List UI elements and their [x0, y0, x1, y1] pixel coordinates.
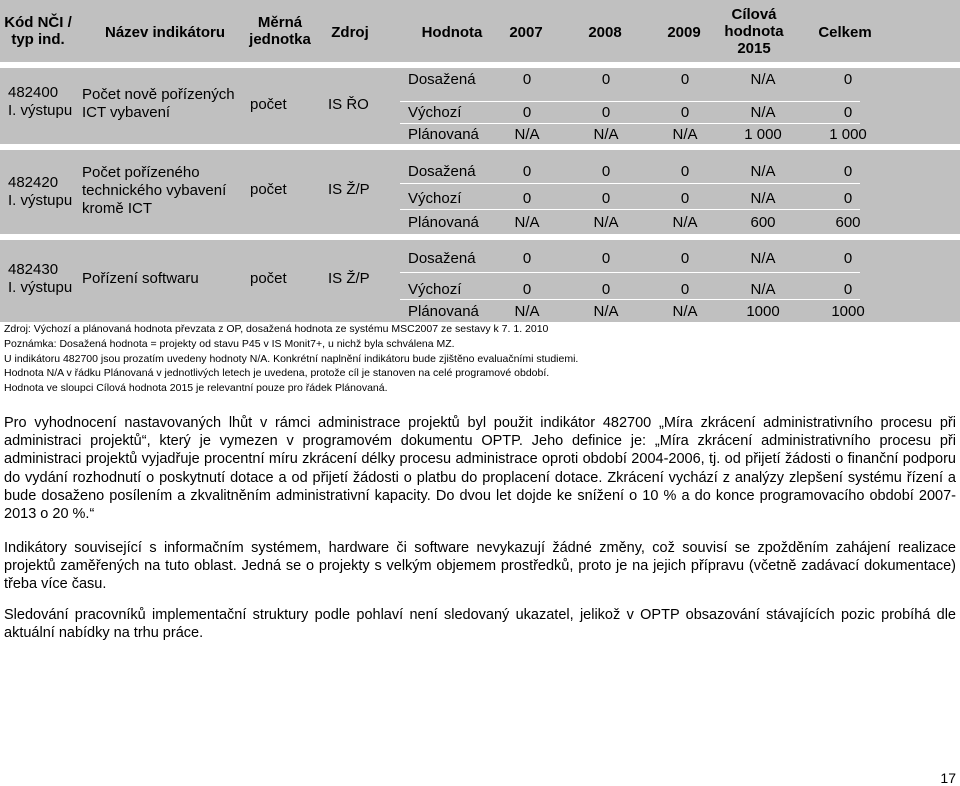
cell-2008: 0 [601, 281, 611, 298]
indicator-source: IS Ž/P [328, 181, 370, 198]
header-2008: 2008 [588, 24, 622, 41]
cell-target: N/A [750, 281, 776, 298]
indicator-code: 482430 [8, 261, 59, 278]
value-label: Dosažená [408, 71, 476, 88]
cell-target: 1 000 [744, 126, 782, 143]
cell-total: 0 [843, 190, 853, 207]
cell-2007: 0 [522, 250, 532, 267]
indicator-name: Pořízení softwaru [82, 270, 199, 287]
cell-2007: 0 [522, 163, 532, 180]
cell-target: N/A [750, 250, 776, 267]
header-code: Kód NČI / typ ind. [4, 14, 72, 48]
paragraph: Sledování pracovníků implementační struktury podle pohlaví není sledovaný ukazatel, jelikož v OPTP obsazování stávajících pozic probíhá dle aktuální nabídky na trhu práce. [4, 607, 956, 642]
indicator-type: I. výstupu [8, 102, 73, 119]
cell-total: 1000 [831, 303, 865, 320]
cell-2009: N/A [672, 126, 698, 143]
cell-2007: N/A [514, 303, 540, 320]
indicator-type: I. výstupu [8, 192, 73, 209]
cell-2009: 0 [680, 250, 690, 267]
cell-target: N/A [750, 190, 776, 207]
indicator-code: 482400 [8, 84, 59, 101]
cell-2008: 0 [601, 163, 611, 180]
cell-2009: N/A [672, 303, 698, 320]
cell-2009: 0 [680, 71, 690, 88]
cell-2009: 0 [680, 104, 690, 121]
cell-total: 0 [843, 281, 853, 298]
cell-target: 600 [750, 214, 776, 231]
cell-2008: N/A [593, 303, 619, 320]
indicator-source: IS Ž/P [328, 270, 370, 287]
note-line: Poznámka: Dosažená hodnota = projekty od stavu P45 v IS Monit7+, u nichž byla schválena MZ. [4, 337, 455, 350]
cell-2008: 0 [601, 190, 611, 207]
cell-2009: N/A [672, 214, 698, 231]
table-notes [4, 322, 578, 396]
value-label: Plánovaná [408, 303, 479, 320]
note-line: Zdroj: Výchozí a plánovaná hodnota převzata z OP, dosažená hodnota ze systému MSC2007 ze sestavy k 7. 1. 2010 [4, 323, 549, 335]
header-2007: 2007 [509, 24, 543, 41]
cell-2007: 0 [522, 190, 532, 207]
cell-2008: 0 [601, 104, 611, 121]
cell-total: 600 [835, 214, 861, 231]
indicator-source: IS ŘO [328, 96, 369, 113]
page-number: 17 [940, 770, 956, 786]
cell-target: N/A [750, 163, 776, 180]
indicator-unit: počet [250, 181, 287, 198]
header-source: Zdroj [331, 24, 369, 41]
cell-2008: N/A [593, 214, 619, 231]
cell-2009: 0 [680, 281, 690, 298]
cell-2008: 0 [601, 250, 611, 267]
value-label: Dosažená [408, 250, 476, 267]
cell-total: 0 [843, 250, 853, 267]
cell-target: 1000 [746, 303, 780, 320]
cell-2008: N/A [593, 126, 619, 143]
header-unit: Měrná jednotka [249, 14, 311, 48]
cell-total: 0 [843, 71, 853, 88]
indicator-name: Počet nově pořízených ICT vybavení [82, 86, 235, 121]
cell-2007: 0 [522, 71, 532, 88]
header-total: Celkem [818, 24, 872, 41]
cell-total: 0 [843, 163, 853, 180]
value-label: Výchozí [408, 281, 462, 298]
value-label: Výchozí [408, 190, 462, 207]
cell-total: 0 [843, 104, 853, 121]
cell-target: N/A [750, 104, 776, 121]
cell-target: N/A [750, 71, 776, 88]
indicator-unit: počet [250, 270, 287, 287]
indicator-unit: počet [250, 96, 287, 113]
indicator-type: I. výstupu [8, 279, 73, 296]
paragraph: Indikátory související s informačním systémem, hardware či software nevykazují žádné změny, což souvisí se zpožděním zahájení realizace projektů zaměřených na tuto oblast. Jedná se o projekty s velkým objemem prostředků, proto je na jejich přípravu (včetně zadávací dokumentace) třeba více času. [4, 540, 956, 593]
cell-2009: 0 [680, 163, 690, 180]
cell-total: 1 000 [829, 126, 867, 143]
header-target: Cílová hodnota 2015 [724, 6, 784, 57]
header-2009: 2009 [667, 24, 701, 41]
header-name: Název indikátoru [104, 24, 226, 41]
cell-2007: 0 [522, 104, 532, 121]
value-label: Plánovaná [408, 214, 479, 231]
note-line: U indikátoru 482700 jsou prozatím uvedeny hodnoty N/A. Konkrétní naplnění indikátoru bude zjištěno evaluačními studiemi. [4, 352, 579, 365]
header-value: Hodnota [421, 24, 483, 41]
cell-2007: 0 [522, 281, 532, 298]
value-label: Plánovaná [408, 126, 479, 143]
note-line: Hodnota N/A v řádku Plánovaná v jednotlivých letech je uvedena, protože cíl je stanoven na celé programové období. [4, 367, 550, 380]
indicator-code: 482420 [8, 174, 59, 191]
cell-2008: 0 [601, 71, 611, 88]
indicator-name: Počet pořízeného technického vybavení kromě ICT [82, 164, 227, 217]
paragraph: Pro vyhodnocení nastavovaných lhůt v rámci administrace projektů byl použit indikátor 482700 „Míra zkrácení administrativního procesu při administraci projektů“, který je vymezen v programovém dokumentu OPTP. Jeho definice je: „Míra zkrácení administrativního procesu při administraci projektů vyjadřuje procentní míru zkrácení délky procesu administrace oproti období 2004-2006, tj. od přijetí žádosti o finanční podporu do vydání rozhodnutí o poskytnutí dotace a od přijetí žádosti o platbu do proplacení dotace. Zkrácení vychází z analýzy zlepšení systému řízení a bude dosaženo posílením a zkvalitněním administrativní kapacity. Do dvou let dojde ke snížení o 10 % a do konce programovacího období 2007-2013 o 20 %.“ [4, 415, 956, 523]
cell-2009: 0 [680, 190, 690, 207]
cell-2007: N/A [514, 214, 540, 231]
cell-2007: N/A [514, 126, 540, 143]
note-line: Hodnota ve sloupci Cílová hodnota 2015 je relevantní pouze pro řádek Plánovaná. [4, 382, 388, 395]
value-label: Dosažená [408, 163, 476, 180]
value-label: Výchozí [408, 104, 462, 121]
